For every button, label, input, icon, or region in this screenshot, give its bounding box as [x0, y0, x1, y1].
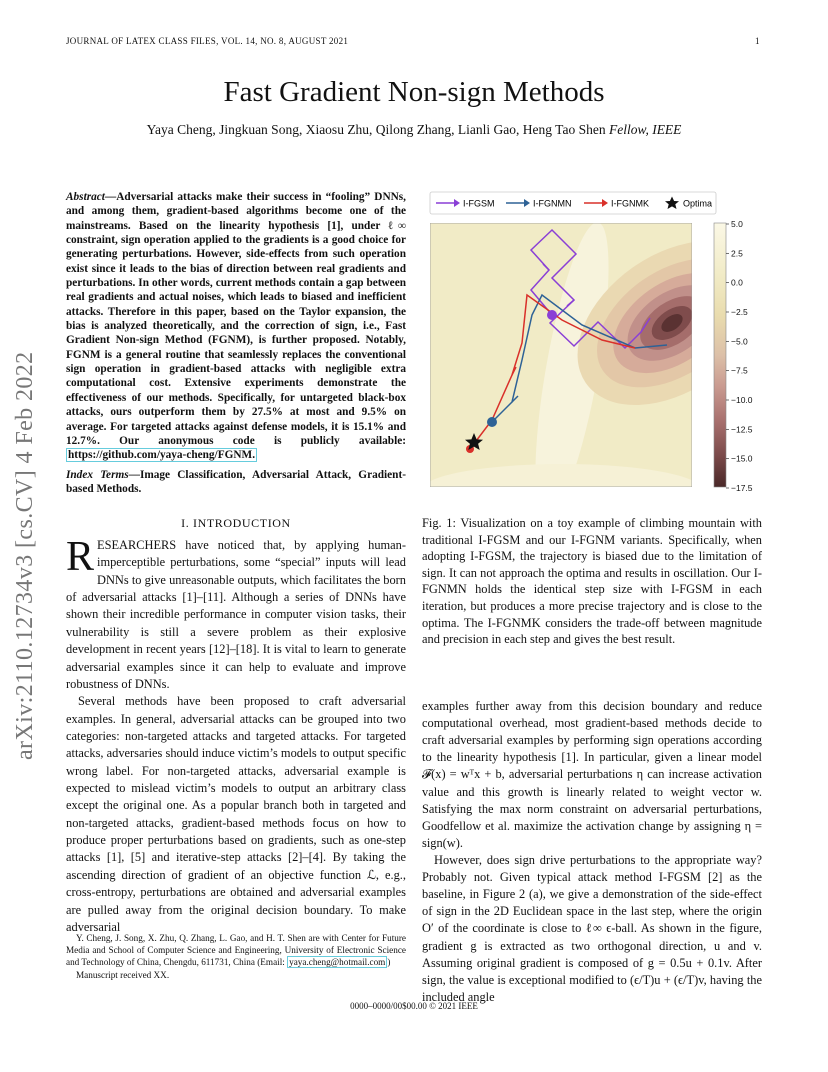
colorbar-tick-label: −10.0 [731, 395, 753, 405]
email-link[interactable]: yaya.cheng@hotmail.com [289, 957, 386, 968]
intro-paragraph-1 [66, 534, 406, 693]
colorbar-tick-label: −12.5 [731, 424, 753, 435]
colorbar-tick-label: −7.5 [731, 365, 748, 376]
code-link[interactable]: https://github.com/yaya-cheng/FGNM. [68, 449, 256, 462]
arxiv-stamp: arXiv:2110.12734v3 [cs.CV] 4 Feb 2022 [12, 351, 38, 760]
colorbar-tick-label: −5.0 [731, 336, 748, 347]
legend-fgnmk: I-FGNMK [611, 198, 649, 209]
intro-paragraph-2: Several methods have been proposed to craft adversarial examples. In general, adversarial attacks can be grouped into two categories: non-targeted attacks and targeted attacks. For targeted attacks, adversaries should induce victim’s models to output specific wrong label. For non-targeted attacks, adversarial example is expected to mislead victim’s models to output an arbitrary class except the original one. As a popular branch both in targeted and non-targeted attacks, gradient-based methods focus on how to produce proper perturbations based on gradients, such as one-step attacks [1], [5] and iterative-step attacks [2]–[4]. By taking the ascending direction of gradient of an objective function ℒ, e.g., cross-entropy, perturbations are obtained and adversarial examples are pulled away from the original decision boundary. To make adversarial [66, 694, 406, 934]
colorbar-tick-label: 5.0 [731, 219, 743, 229]
affiliation-note [66, 932, 406, 969]
colorbar [714, 219, 753, 493]
introduction [66, 534, 406, 936]
legend-fgnmn: I-FGNMN [533, 198, 572, 209]
abstract [66, 190, 406, 463]
index-terms-text: —Image Classification, Adversarial Attack, Gradient-based Methods. [66, 469, 406, 496]
affiliation-text: Y. Cheng, J. Song, X. Zhu, Q. Zhang, L. Gao, and H. T. Shen are with Center for Future Media and School of Computer Science and Engineering, University of Electronic Science and Technology of China, Chengdu, 611731, China (Email: [66, 933, 406, 968]
colorbar-tick-label: 0.0 [731, 277, 743, 288]
legend-ifgsm: I-FGSM [463, 198, 495, 209]
colorbar-tick-label: −2.5 [731, 307, 748, 317]
abstract-label: Abstract [66, 191, 105, 203]
legend-optima: Optima [683, 198, 713, 209]
right-paragraph-2: However, does sign drive perturbations to the appropriate way? Probably not. Given typical attack method I-FGSM [2] as the baseline, in Figure 2 (a), we give a demonstration of the side-effect of sign in the 2D Euclidean space in the last step, where the origin O′ of the coordinate is close to ℓ∞ ϵ-ball. As shown in the figure, gradient g is extracted as two orthogonal direction, u and v. Assuming original gradient is composed of g = 0.5u + 0.1v. After sign, the value is exceptional modified to (ϵ/T)u + (ϵ/T)v, having the included angle [422, 852, 762, 1004]
drop-cap: R [66, 534, 95, 580]
colorbar-tick-label: 2.5 [731, 248, 743, 259]
right-column-body [422, 698, 762, 1006]
author-suffix: Fellow, IEEE [608, 122, 682, 137]
colorbar-tick-label: −17.5 [731, 483, 753, 493]
index-terms-label: Index Terms [66, 469, 129, 481]
page-number: 1 [755, 36, 760, 46]
contour-plot [422, 190, 766, 500]
author-list [0, 122, 828, 138]
colorbar-scale [714, 223, 726, 487]
figure-1 [422, 190, 766, 500]
footnote [66, 932, 406, 981]
figure-caption: Fig. 1: Visualization on a toy example of climbing mountain with traditional I-FGSM and our I-FGNM variants. Specifically, when adopting I-FGSM, the trajectory is biased due to the limitation of sign. It can not approach the optima and results in oscillation. Our I-FGNMN holds the identical step size with I-FGSM in each iteration, but produces a more precise trajectory and is close to the optima. The I-FGNMK considers the trade-off between magnitude and precision in each step and gives the best result. [422, 516, 762, 647]
authors: Yaya Cheng, Jingkuan Song, Xiaosu Zhu, Qilong Zhang, Lianli Gao, Heng Tao Shen [146, 122, 606, 137]
legend [430, 192, 716, 214]
fgnm-n-start-point [487, 417, 497, 427]
section-heading: I. INTRODUCTION [181, 516, 291, 530]
index-terms [66, 468, 406, 497]
right-paragraph-1: examples further away from this decision boundary and reduce computational overhead, most gradient-based methods decide to craft adversarial examples by performing sign operations according to the linearity hypothesis [1]. In particular, given a linear model 𝓕(x) = wᵀx + b, adversarial perturbations η can increase activation value and this growth is linearly related to weight vector w. Satisfying the max norm constraint on adversarial perturbations, Goodfellow et al. maximize the activation change by assigning η = sign(w). [422, 699, 762, 850]
colorbar-tick-label: −15.0 [731, 453, 753, 464]
paper-title: Fast Gradient Non-sign Methods [223, 76, 605, 108]
running-header: JOURNAL OF LATEX CLASS FILES, VOL. 14, NO. 8, AUGUST 2021 [66, 36, 349, 46]
received-note: Manuscript received XX. [76, 969, 170, 980]
colorbar-ticks [726, 219, 753, 493]
abstract-text: —Adversarial attacks make their success in “fooling” DNNs, and among them, gradient-based algorithms become one of the mainstreams. Based on the linearity hypothesis [1], under ℓ∞ constraint, sign operation applied to the gradients is a good choice for generating perturbations. However, side-effects from such operation exist since it leads to the bias of direction between real gradients and perturbations. In other words, current methods contain a gap between real gradients and actual noises, which leads to biased and inefficient attacks. Therefore in this paper, based on the Taylor expansion, the bias is analyzed theoretically, and the correction of sign, i.e., Fast Gradient Non-sign Method (FGNM), is further proposed. Notably, FGNM is a general routine that seamlessly replaces the conventional sign operation in gradient-based attacks with negligible extra computational cost. Extensive experiments demonstrate the effectiveness of our methods. Specifically, for untargeted black-box attacks, ours outperform them by 27.5% at most and 9.5% on average. For targeted attacks against defense models, it is 15.1% and 12.7%. Our anonymous code is publicly available: [66, 191, 406, 447]
affiliation-close: ) [387, 957, 391, 968]
copyright-footer: 0000–0000/00$00.00 © 2021 IEEE [350, 1001, 478, 1011]
intro-p1-text: ESEARCHERS have noticed that, by applying human-imperceptible perturbations, some “special” inputs will lead DNNs to give unreasonable outputs, which facilitates the born of adversarial attacks [1]–[11]. Although a series of DNNs have shown their incredible performance in computer vision tasks, their vulnerability is still a severe problem as their explosive development in recent years [12]–[18]. It is vital to learn to generate adversarial examples since it can help to evaluate and improve robustness of DNNs. [66, 538, 406, 691]
ifgsm-end-point [547, 310, 557, 320]
